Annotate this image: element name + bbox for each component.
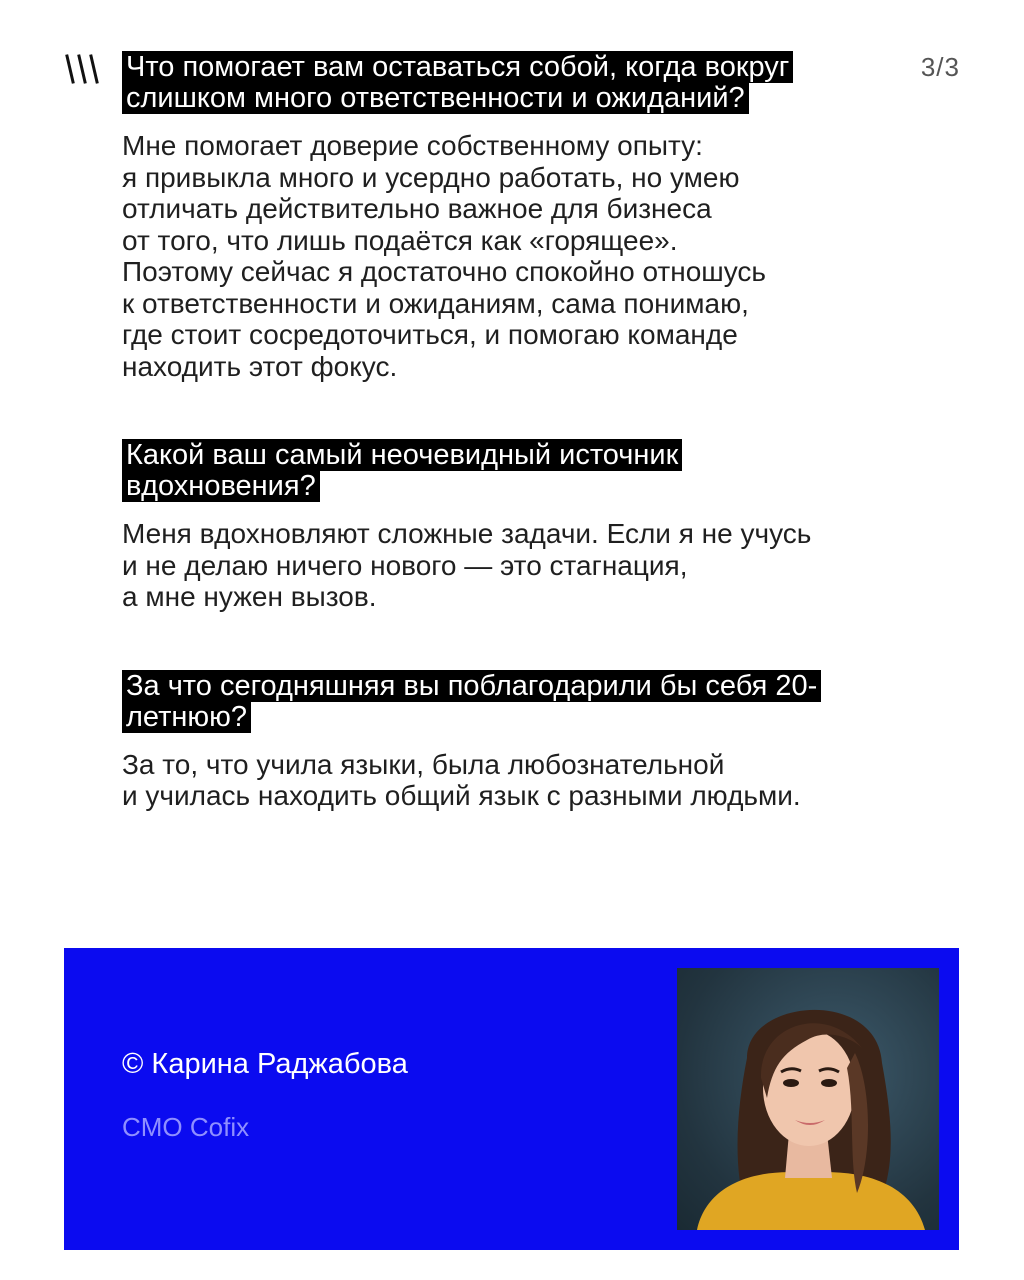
question-2 [122,440,782,502]
triple-slash-logo-icon [64,52,102,86]
qa-block-1 [122,52,942,382]
page-counter: 3/3 [920,52,960,82]
qa-content [122,52,942,812]
answer-1: Мне помогает доверие собственному опыту: я привыкла много и усердно работать, но умею отличать действительно важное для бизнеса от того, что лишь подаётся как «горящее». Поэтому сейчас я достаточно спокойно отношусь к ответственности и ожиданиям, сама понимаю, где стоит сосредоточиться, и помогаю команде находить этот фокус. [122,130,767,382]
answer-3: За то, что учила языки, была любознательной и училась находить общий язык с разными людьми. [122,748,801,811]
question-2-text: Какой ваш самый неочевидный источник вдохновения? [122,439,682,502]
author-portrait-icon [677,968,939,1230]
author-footer [64,948,959,1250]
answer-2: Меня вдохновляют сложные задачи. Если я не учусь и не делаю ничего нового — это стагнация, а мне нужен вызов. [122,518,812,612]
author-photo [677,968,939,1230]
qa-block-2 [122,440,942,613]
author-role: CMO Cofix [122,1112,250,1142]
author-name: © Карина Раджабова [122,1048,408,1080]
qa-block-3 [122,671,942,812]
question-1-text: Что помогает вам оставаться собой, когда вокруг слишком много ответственности и ожиданий? [122,51,793,114]
question-3-text: За что сегодняшняя вы поблагодарили бы себя 20-летнюю? [122,670,821,733]
question-1 [122,52,902,114]
question-3 [122,671,867,733]
